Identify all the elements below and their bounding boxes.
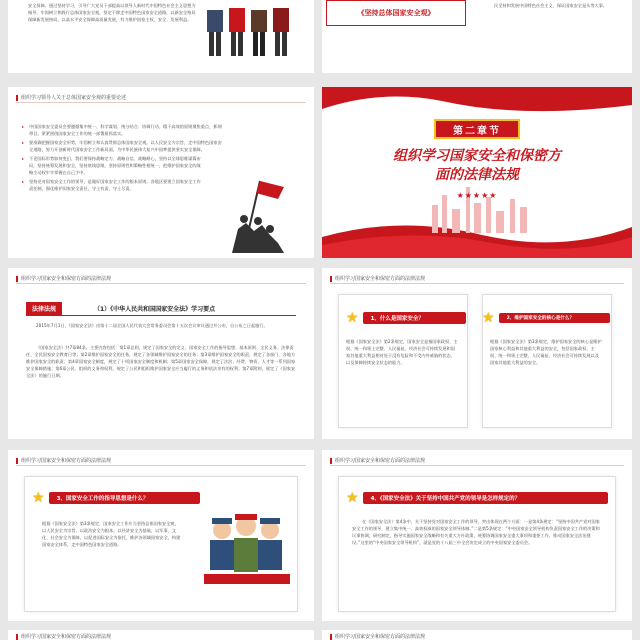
slide-3[interactable] xyxy=(8,87,314,258)
bullet-item: ▸ 不论国际形势如何变幻，我们要保持战略定力、战略自信、战略耐心，坚持以全球思维谋篇布局，坚持统筹发展和安全，坚持底线思维，坚持原则性和策略性相统一，把维护国家安全的战略主动权牢牢掌握在自己手中。 xyxy=(22,155,202,176)
law-subtitle: （1）《中华人民共和国国家安全法》学习要点 xyxy=(94,306,216,313)
question-3-label: 3、国家安全工作的指导思想是什么？ xyxy=(49,492,200,504)
slide-1[interactable] xyxy=(8,0,314,73)
slide-7[interactable] xyxy=(8,450,314,621)
banner-title: 《坚持总体国家安全观》 xyxy=(357,9,435,17)
question-2-label: 2、维护国家安全的核心是什么？ xyxy=(499,313,610,323)
slide10-header: 组织学习国家安全和保密方面的法律法规 xyxy=(330,633,624,640)
chapter-badge xyxy=(434,119,520,139)
slide-9[interactable] xyxy=(8,630,314,640)
question-2-bar xyxy=(482,310,610,326)
slide3-header: 组织学习领导人关于总体国家安全观的重要论述 xyxy=(16,94,306,101)
law-paragraph-1: 2015年7月1日，《国家安全法》由第十二届全国人民代表大会常务委员会第十五次会议审议通过并公布，自公布之日起施行。 xyxy=(36,323,268,328)
question-1-bar xyxy=(346,310,466,326)
star-row: ★★★★★ xyxy=(456,191,498,200)
header-divider xyxy=(16,465,306,466)
slide6-header: 组织学习国家安全和保密方面的法律法规 xyxy=(330,275,624,282)
soldiers-illustration xyxy=(200,510,294,600)
star-icon: ★ xyxy=(482,310,495,326)
law-paragraph-2: 《国家安全法》共7章84条，主要内容包括：第1章总则，规定了国家安全的定义、国家安全工作的指导思想、基本原则、全民义务、法律责任、全民国家安全教育日等；第2章维护国家安全的任务，规定了各领域维护国家安全的任务；第3章维护国家安全的职责，规定了各部门、各地方维护国家安全的职责；第4章国家安全制度，规定了十项国家安全制度和机制；第5章国家安全保障，规定了法治、经费、物资、人才等一系列国家安全保障措施；第6章公民、组织的义务和权利，规定了公民和组织维护国家安全应当履行的义务和依法享有的权利；第7章附则，规定了《国家安全法》的施行日期。 xyxy=(26,345,296,378)
question-3-bar xyxy=(32,490,200,506)
question-4-label: 4、《国家安全法》关于坚持中国共产党的领导是怎样规定的？ xyxy=(363,492,608,504)
banner-box xyxy=(326,0,466,26)
slide9-header: 组织学习国家安全和保密方面的法律法规 xyxy=(16,633,306,640)
slide7-header: 组织学习国家安全和保密方面的法律法规 xyxy=(16,457,306,464)
answer-1: 根据《国家安全法》第2条规定，国家安全是指国家政权、主权、统一和领土完整、人民福祉、经济社会可持续发展和国家其他重大利益相对处于没有危险和不受内外威胁的状态，以及保障持续安全状态的能力。 xyxy=(346,339,458,365)
chapter-title-line1: 组织学习国家安全和保密方 xyxy=(393,148,561,164)
header-divider xyxy=(330,465,624,466)
slide-10[interactable] xyxy=(322,630,632,640)
answer-4: 在《国家安全法》第4条中，关于坚持党对国家安全工作的领导，突出体现在两个方面：一是第4条规定：“坚持中国共产党对国家安全工作的领导，建立集中统一、高效权威的国家安全领导体制。”二是第5条规定：“中央国家安全领导机构负责国家安全工作的决策和议事协调，研究制定、指导实施国家安全战略和有关重大方针政策，统筹协调国家安全重大事项和重要工作，推动国家安全法治建设。”这里的“中央国家安全领导机构”，就是党的十八届三中全会决定成立的中央国家安全委员会。 xyxy=(352,519,600,545)
bullet-list xyxy=(22,123,224,194)
slide5-header: 组织学习国家安全和保密方面的法律法规 xyxy=(16,275,306,282)
header-divider xyxy=(330,283,624,284)
slide2-paragraph: 民至持和发展中国特色社会主义，保证国家安全是头等大事。 xyxy=(494,3,608,8)
chapter-title-line2: 面的法律法规 xyxy=(435,167,519,183)
bullet-item: ▸ 坚持党对国家安全工作的领导，是做好国家安全工作的根本原则。各地区要建立国家安全工作责任制，强化维护国家安全责任，守土有责、守土尽责。 xyxy=(22,178,202,192)
slide-8[interactable] xyxy=(322,450,632,621)
slide-5[interactable] xyxy=(8,268,314,439)
law-tag-underline xyxy=(26,315,296,316)
law-tag xyxy=(26,302,62,315)
question-1-label: 1、什么是国家安全？ xyxy=(363,312,466,324)
people-figures xyxy=(203,0,303,60)
bullet-item: ▸ 中国国家安全委员会要遵循集中统一、科学谋划、统分结合、协调行动、精干高效的原则聚焦重点，抓纲带目，紧紧围绕国家安全工作的统一部署狠抓落实。 xyxy=(22,123,224,137)
law-tag-text: 法律法规 xyxy=(32,306,57,313)
star-icon: ★ xyxy=(346,310,359,326)
header-divider xyxy=(16,283,306,284)
slide-6[interactable] xyxy=(322,268,632,439)
slide1-paragraph: 安全屏障。通过坚持学习，引导广大党员干部提高以领导人新时代中国特色社会主义思想为指导，牢固树立和践行总体国家安全观，坚定不移走中国特色国家安全道路，以新安全格局保障新发展格局，以高水平安全保障高质量发展，有力维护国家主权、安全、发展利益。 xyxy=(28,3,196,22)
soldiers-flag-silhouette xyxy=(218,173,298,255)
bullet-item: ▸ 要准确把握国家安全形势，牢固树立和认真贯彻总体国家安全观，以人民安全为宗旨，走中国特色国家安全道路，努力开创新时代国家安全工作新局面，为中华民族伟大复兴中国梦提供坚实安全保障。 xyxy=(22,139,224,153)
star-icon: ★ xyxy=(32,490,45,506)
answer-2: 根据《国家安全法》第3条规定，维护国家安全的核心是维护国家核心利益和其他重大利益的安全，包括国家政权、主权、统一和领土完整、人民福祉、经济社会可持续发展以及国家其他重大利益的安全。 xyxy=(490,339,602,365)
header-divider xyxy=(16,102,306,103)
slide-4[interactable] xyxy=(322,87,632,258)
chapter-title xyxy=(322,147,632,185)
chapter-label: 第二章节 xyxy=(453,125,501,137)
slide8-header: 组织学习国家安全和保密方面的法律法规 xyxy=(330,457,624,464)
slide-2[interactable] xyxy=(322,0,632,73)
answer-3: 根据《国家安全法》第3条规定，国家安全工作应当坚持总体国家安全观，以人民安全为宗旨，以政治安全为根本，以经济安全为基础，以军事、文化、社会安全为保障，以促进国际安全为依托，维护各领域国家安全，构建国家安全体系，走中国特色国家安全道路。 xyxy=(42,521,181,547)
question-4-bar xyxy=(346,490,608,506)
star-icon: ★ xyxy=(346,490,359,506)
